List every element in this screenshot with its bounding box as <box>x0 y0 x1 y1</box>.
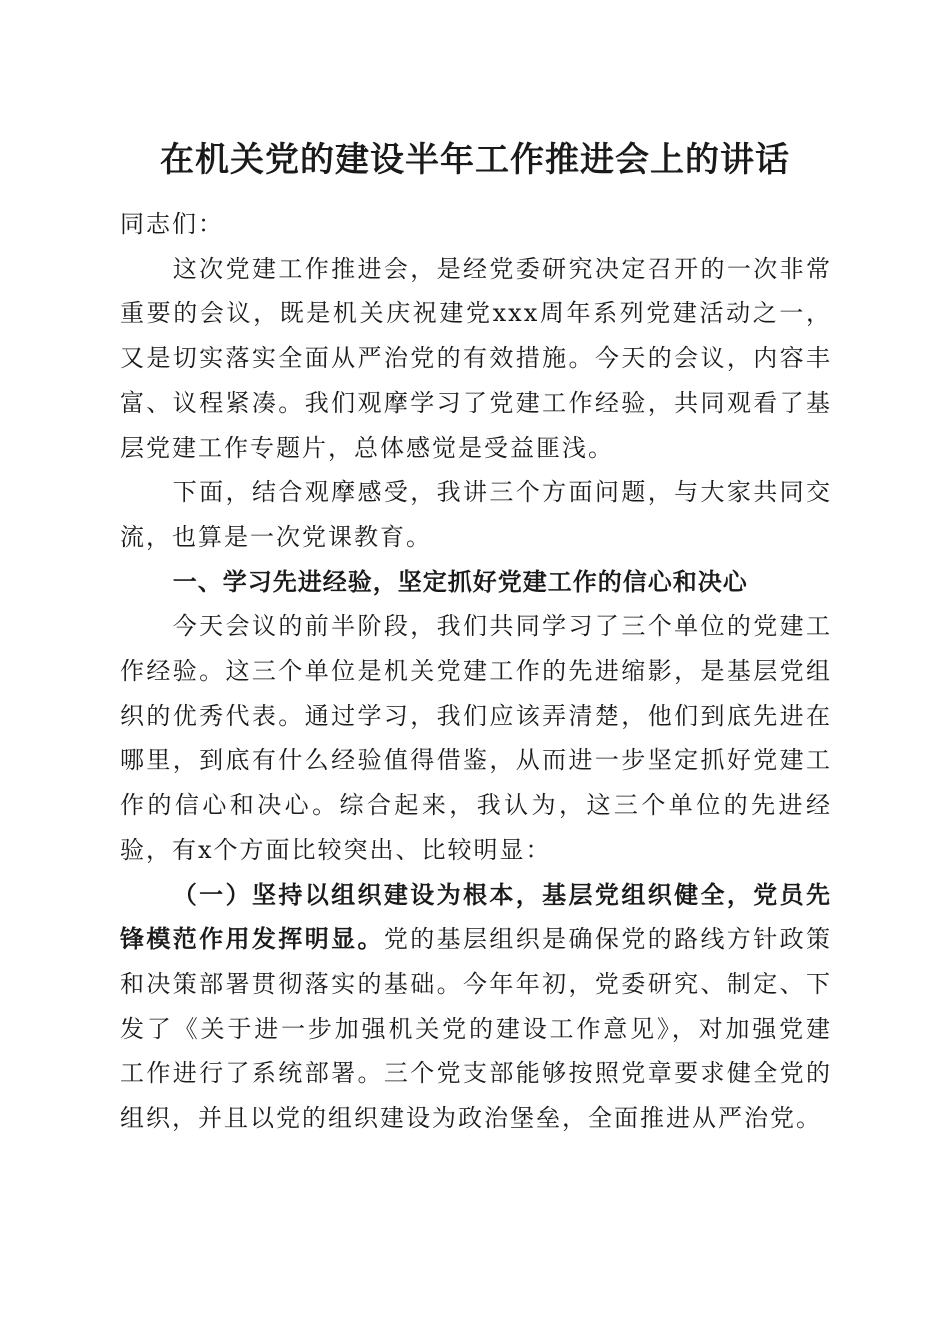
subsection-heading-1: （一）坚持以组织建设为根本，基层党组织健全，党员先锋模范作用发挥明显。 <box>120 879 832 954</box>
salutation: 同志们： <box>120 210 224 238</box>
section-heading-1: 一、学习先进经验，坚定抓好党建工作的信心和决心 <box>172 567 748 596</box>
paragraph-experience: 今天会议的前半阶段，我们共同学习了三个单位的党建工作经验。这三个单位是机关党建工作的先进缩影，是基层党组织的优秀代表。通过学习，我们应该弄清楚，他们到底先进在哪里，到底有什么经验值得借鉴，从而进一步坚定抓好党建工作的信心和决心。综合起来，我认为，这三个单位的先进经验，有x个方面比较突出、比较明显： <box>120 612 832 864</box>
paragraph-outline: 下面，结合观摩感受，我讲三个方面问题，与大家共同交流，也算是一次党课教育。 <box>120 478 832 551</box>
paragraph-organization <box>120 873 832 1141</box>
paragraph-organization-body: 党的基层组织是确保党的路线方针政策和决策部署贯彻落实的基础。今年年初，党委研究、制定、下发了《关于进一步加强机关党的建设工作意见》，对加强党建工作进行了系统部署。三个党支部能够按照党章要求健全党的组织，并且以党的组织建设为政治堡垒，全面推进从严治党。 <box>120 925 833 1133</box>
paragraph-intro: 这次党建工作推进会，是经党委研究决定召开的一次非常重要的会议，既是机关庆祝建党xxx周年系列党建活动之一，又是切实落实全面从严治党的有效措施。今天的会议，内容丰富、议程紧凑。我们观摩学习了党建工作经验，共同观看了基层党建工作专题片，总体感觉是受益匪浅。 <box>120 254 832 462</box>
document-body <box>120 202 832 1141</box>
document-title: 在机关党的建设半年工作推进会上的讲话 <box>160 140 790 180</box>
